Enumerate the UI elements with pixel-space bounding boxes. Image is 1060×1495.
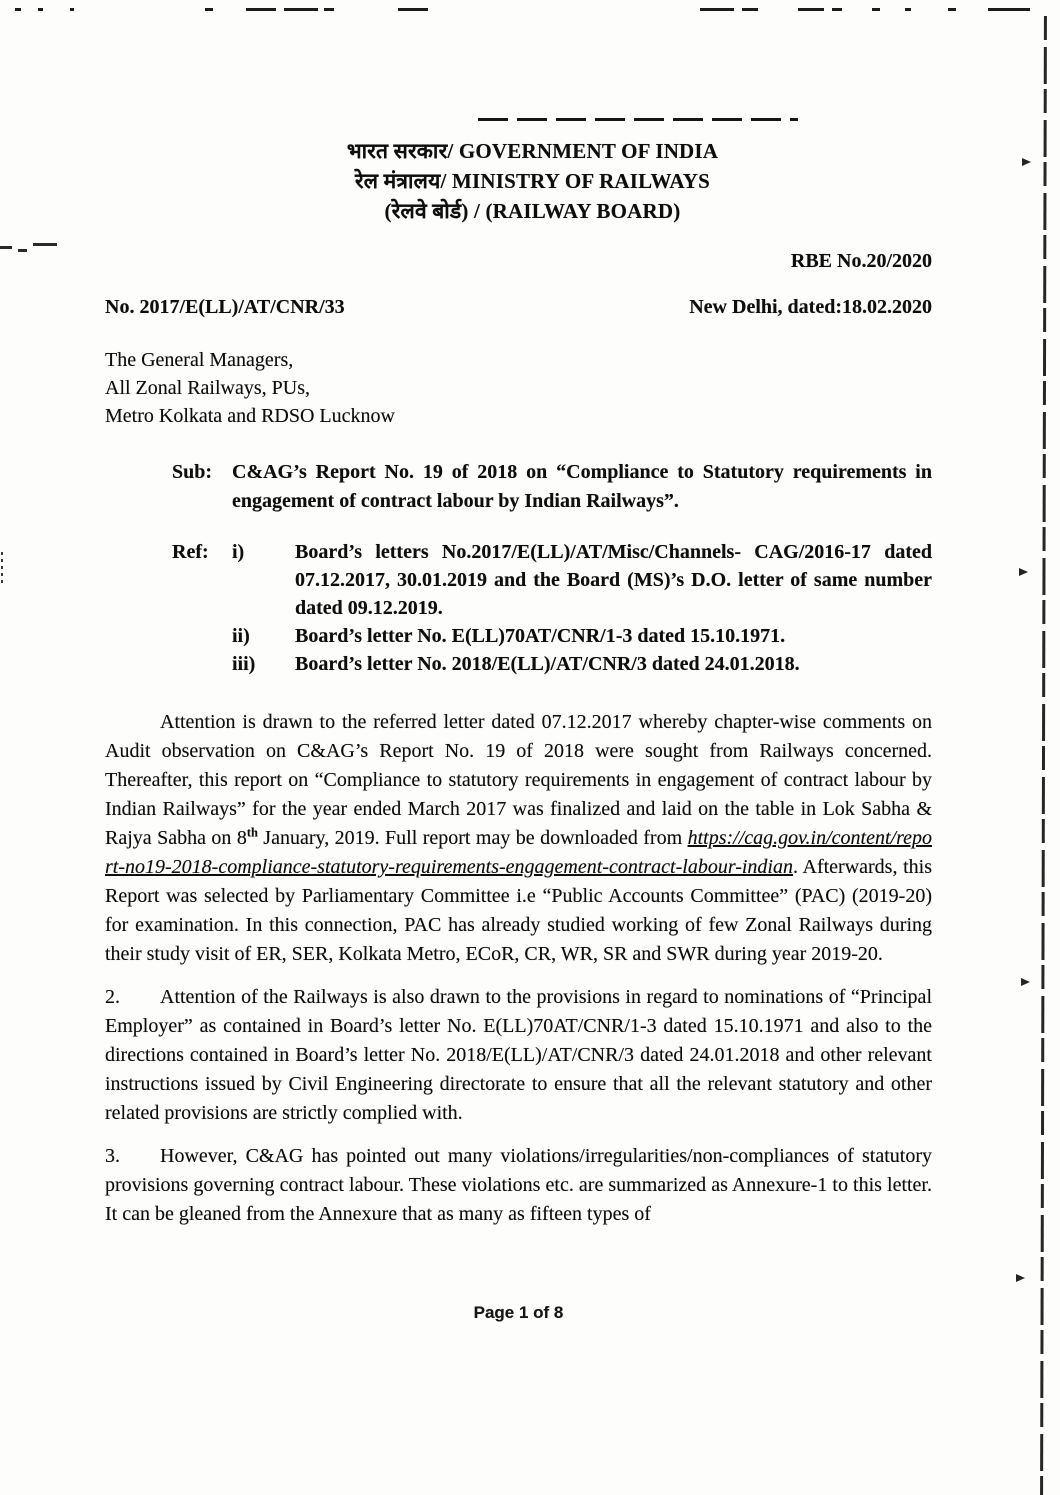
scan-noise-top <box>15 8 21 11</box>
paragraph-number: 3. <box>105 1145 120 1167</box>
scan-mark-arrow <box>1021 978 1030 986</box>
recipient-block <box>105 346 932 430</box>
recipient-line: The General Managers, <box>105 349 294 371</box>
reference-item-number: ii) <box>232 625 250 647</box>
reference-block <box>105 538 932 678</box>
recipient-line: Metro Kolkata and RDSO Lucknow <box>105 405 395 427</box>
reference-item-text: Board’s letter No. E(LL)70AT/CNR/1-3 dated 15.10.1971. <box>295 625 786 647</box>
scan-noise-left <box>33 243 57 246</box>
letter-number: No. 2017/E(LL)/AT/CNR/33 <box>105 296 345 318</box>
paragraph-text-segment: January, 2019. Full report may be downloaded from <box>257 827 688 849</box>
letter-meta-row <box>105 292 932 322</box>
reference-item-text: Board’s letter No. 2018/E(LL)/AT/CNR/3 dated 24.01.2018. <box>295 653 800 675</box>
place-and-date: New Delhi, dated:18.02.2020 <box>689 296 932 318</box>
scan-noise-top <box>988 8 1030 11</box>
scan-noise-left <box>18 249 27 252</box>
scan-noise-left <box>0 246 12 249</box>
paragraph-number: 2. <box>105 986 120 1008</box>
subject-label: Sub: <box>172 461 213 483</box>
letterhead-line-ministry: रेल मंत्रालय/ MINISTRY OF RAILWAYS <box>354 169 711 193</box>
scan-noise-top <box>70 8 74 11</box>
scan-edge-line <box>1040 16 1047 1495</box>
body-paragraph-3 <box>105 1142 932 1229</box>
page-number-indicator: Page 1 of 8 <box>473 1303 564 1322</box>
report-url-text: https://cag.gov.in/content/report-no19-2018-compliance-statutory-requirements-engagement-contract-labour-indian <box>105 827 932 878</box>
paragraph-text-segment: . Afterwards, this Report was selected by Parliamentary Committee i.e “Public Accounts Committee” (PAC) (2019-20) for examination. In this connection, PAC has already studied working of few Zonal Railways during their study visit of ER, SER, Kolkata Metro, ECoR, CR, WR, SR and SWR during year 2019-20. <box>105 856 932 965</box>
paragraph-text: However, C&AG has pointed out many violations/irregularities/non-compliances of statutory provisions governing contract labour. These violations etc. are summarized as Annexure-1 to this letter. It can be gleaned from the Annexure that as many as fifteen types of <box>105 1145 932 1225</box>
subject-text: C&AG’s Report No. 19 of 2018 on “Compliance to Statutory requirements in engagement of contract labour by Indian Railways”. <box>232 461 932 512</box>
subject-block <box>105 458 932 516</box>
rbe-number: RBE No.20/2020 <box>790 250 932 272</box>
reference-label: Ref: <box>172 541 209 563</box>
scan-noise-left-dots <box>1 552 3 586</box>
scan-noise-top <box>38 8 43 11</box>
letterhead-line-board: (रेलवे बोर्ड) / (RAILWAY BOARD) <box>384 199 681 223</box>
scan-noise-top <box>948 8 956 11</box>
scan-mark-arrow <box>1016 1274 1025 1282</box>
paragraph-text-segment: Attention is drawn to the referred letter dated 07.12.2017 whereby chapter-wise comments on Audit observation on C&AG’s Report No. 19 of 2018 were sought from Railways concerned. Thereafter, this report on “Compliance to statutory requirements in engagement of contract labour by Indian Railways” for the year ended March 2017 was finalized and laid on the table in Lok Sabha & Rajya Sabha on 8 <box>105 711 932 849</box>
recipient-line: All Zonal Railways, PUs, <box>105 377 310 399</box>
scan-mark-arrow <box>1022 158 1031 166</box>
reference-item-number: iii) <box>232 653 256 675</box>
body-paragraph-1 <box>105 708 932 969</box>
reference-item <box>232 538 932 622</box>
letterhead-line-govt: भारत सरकार/ GOVERNMENT OF INDIA <box>346 139 719 163</box>
paragraph-text: Attention of the Railways is also drawn to the provisions in regard to nominations of “Principal Employer” as contained in Board’s letter No. E(LL)70AT/CNR/1-3 dated 15.10.1971 and also to the directions contained in Board’s letter No. 2018/E(LL)/AT/CNR/3 dated 24.01.2018 and other relevant instructions issued by Civil Engineering directorate to ensure that all the relevant statutory and other related provisions are strictly complied with. <box>105 986 932 1124</box>
letterhead <box>105 136 932 226</box>
scan-mark-arrow <box>1019 568 1028 576</box>
reference-item-text: Board’s letters No.2017/E(LL)/AT/Misc/Channels- CAG/2016-17 dated 07.12.2017, 30.01.2019 and the Board (MS)’s D.O. letter of same number dated 09.12.2019. <box>295 541 932 619</box>
reference-item <box>232 622 932 650</box>
reference-item <box>232 650 932 678</box>
reference-item-number: i) <box>232 541 245 563</box>
paragraph-text-segment: th <box>246 825 258 840</box>
body-paragraph-2 <box>105 983 932 1128</box>
